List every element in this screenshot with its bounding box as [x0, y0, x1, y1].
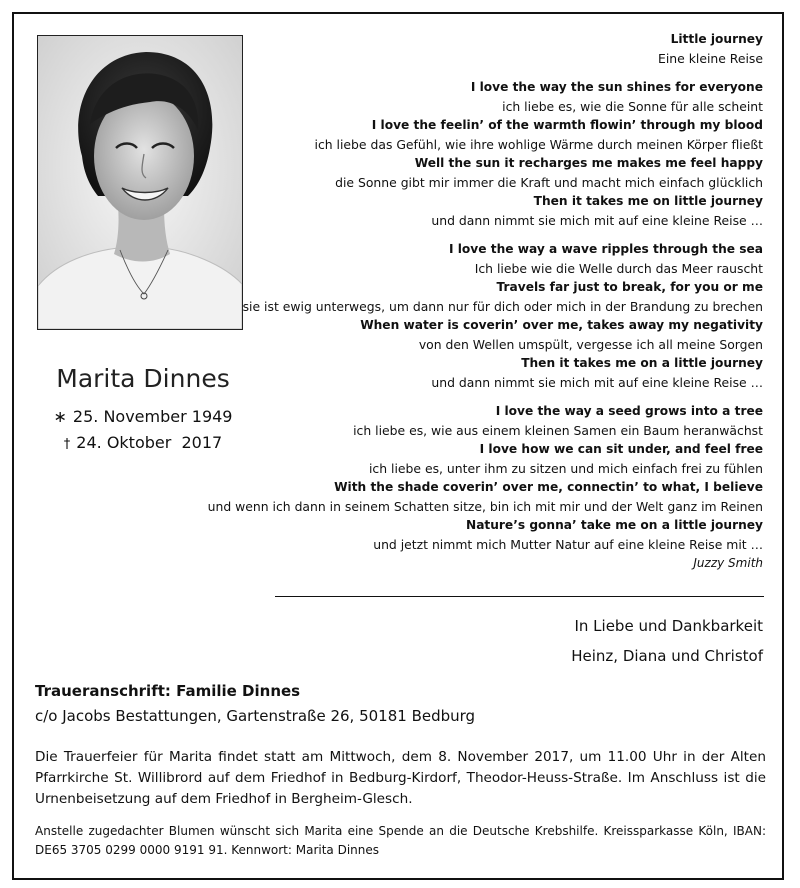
poem-line-german: und dann nimmt sie mich mit auf eine kleine Reise …: [431, 213, 763, 228]
stanza-gap: [208, 230, 763, 240]
donation-info: Anstelle zugedachter Blumen wünscht sich Marita eine Spende an die Deutsche Krebshilfe. Kreissparkasse Köln, IBAN: DE65 3705 0299 0000 9191 91. Kennwort: Marita Dinnes: [35, 824, 766, 857]
poem-line-english: Well the sun it recharges me makes me feel happy: [414, 156, 763, 170]
divider-line: [275, 596, 764, 597]
poem: [208, 30, 763, 573]
poem-line-english: Then it takes me on a little journey: [521, 356, 763, 370]
poem-line-english: I love how we can sit under, and feel free: [479, 442, 763, 456]
poem-line-german: und dann nimmt sie mich mit auf eine kleine Reise …: [431, 375, 763, 390]
stanza-gap: [208, 68, 763, 78]
poem-line-english: When water is coverin’ over me, takes away my negativity: [360, 318, 763, 332]
poem-line-english: Travels far just to break, for you or me: [496, 280, 763, 294]
poem-line-german: ich liebe es, wie die Sonne für alle scheint: [502, 99, 763, 114]
mourning-address-title: Traueranschrift: Familie Dinnes: [35, 682, 301, 700]
poem-line-german: Eine kleine Reise: [658, 51, 763, 66]
stanza-gap: [208, 392, 763, 402]
poem-author: Juzzy Smith: [693, 556, 763, 570]
poem-line-english: Nature’s gonna’ take me on a little journey: [466, 518, 763, 532]
poem-line-english: Then it takes me on little journey: [533, 194, 763, 208]
poem-line-german: und jetzt nimmt mich Mutter Natur auf eine kleine Reise mit …: [373, 537, 763, 552]
poem-line-german: ich liebe es, unter ihm zu sitzen und mich einfach frei zu fühlen: [368, 461, 763, 476]
poem-line-german: Ich liebe wie die Welle durch das Meer rauscht: [474, 261, 763, 276]
birth-date-text: 25. November 1949: [72, 407, 233, 426]
poem-line-german: von den Wellen umspült, vergesse ich all meine Sorgen: [418, 337, 763, 352]
poem-line-german: ich liebe es, wie aus einem kleinen Samen ein Baum heranwächst: [353, 423, 763, 438]
poem-line-german: ich liebe das Gefühl, wie ihre wohlige Wärme durch meinen Körper fließt: [314, 137, 763, 152]
poem-line-english: I love the way the sun shines for everyone: [470, 80, 763, 94]
poem-line-german: und wenn ich dann in seinem Schatten sitze, bin ich mit mir und der Welt ganz im Reinen: [207, 499, 763, 514]
poem-line-english: I love the way a seed grows into a tree: [495, 404, 763, 418]
poem-line-english: I love the way a wave ripples through the sea: [448, 242, 763, 256]
mourning-address: c/o Jacobs Bestattungen, Gartenstraße 26, 50181 Bedburg: [35, 707, 476, 725]
closing-gratitude: In Liebe und Dankbarkeit: [574, 617, 763, 635]
poem-line-german: die Sonne gibt mir immer die Kraft und macht mich einfach glücklich: [335, 175, 763, 190]
birth-star-icon: ∗: [53, 407, 67, 426]
poem-line-english: Little journey: [670, 32, 763, 46]
poem-line-english: With the shade coverin’ over me, connectin’ to what, I believe: [334, 480, 763, 494]
poem-line-english: I love the feelin’ of the warmth flowin’ through my blood: [371, 118, 763, 132]
death-date-text: 24. Oktober 2017: [76, 433, 223, 452]
poem-line-german: sie ist ewig unterwegs, um dann nur für dich oder mich in der Brandung zu brechen: [242, 299, 763, 314]
closing-family: Heinz, Diana und Christof: [571, 647, 763, 665]
deceased-name: Marita Dinnes: [56, 364, 230, 393]
ceremony-info: Die Trauerfeier für Marita findet statt am Mittwoch, dem 8. November 2017, um 11.00 Uhr in der Alten Pfarrkirche St. Willibrord auf dem Friedhof in Bedburg-Kirdorf, Theodor-Heuss-Straße. Im Anschluss ist die Urnenbeisetzung auf dem Friedhof in Bergheim-Glesch.: [35, 749, 766, 807]
death-cross-icon: †: [63, 437, 71, 452]
